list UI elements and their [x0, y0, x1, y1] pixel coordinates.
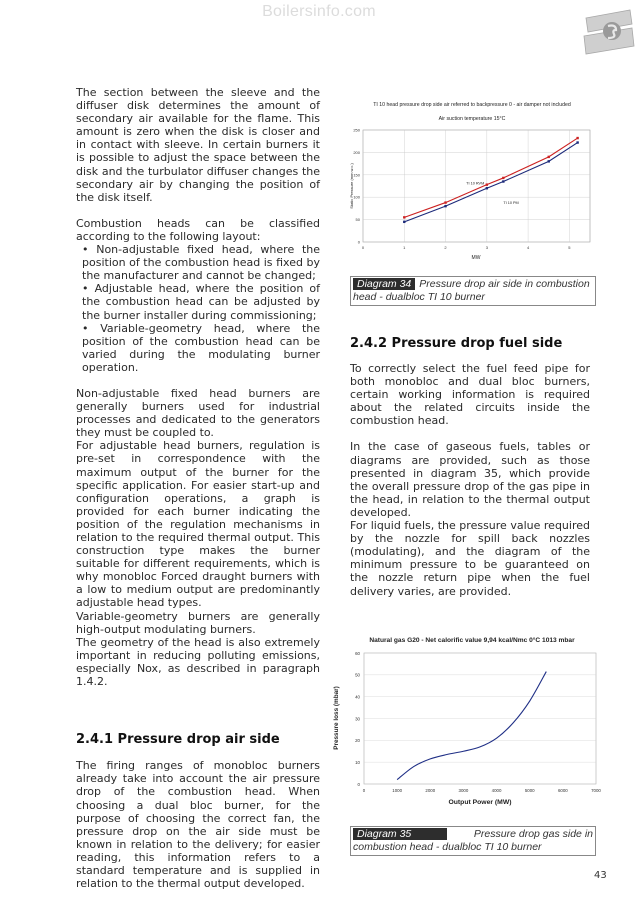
chart34-series-pm-point: [444, 205, 446, 207]
chart35-ytick-label: 60: [355, 650, 360, 656]
chart34-annotation-pm: TI 10 PM: [503, 200, 519, 205]
chart34-ytick-label: 0: [357, 239, 360, 245]
chart35-ytick-label: 0: [357, 781, 360, 787]
chart35-xtick-label: 4000: [491, 788, 502, 793]
chart35-xtick-label: 0: [362, 788, 366, 793]
chart34-series-rvm-point: [403, 216, 405, 218]
diagram-35-text-2: combustion head - dualbloc TI 10 burner: [353, 841, 542, 853]
diagram-35-text-1: Pressure drop gas side in: [473, 828, 593, 840]
paragraph-firing-ranges: The firing ranges of monobloc burners already take into account the air pressure drop of the combustion head. When choosing a dual bloc burner, for the purpose of choosing the correct fan, the pressure drop on the air side must be known in relation to the delivery; for easier reading, this information refers to a standard temperature and is supplied in relation to the thermal output developed.: [76, 759, 320, 891]
chart35-xtick-label: 1000: [392, 788, 403, 793]
diagram-35-caption: [350, 826, 596, 856]
chart34-xtick-label: 3: [485, 245, 488, 250]
chart34-xtick-label: 4: [526, 245, 530, 250]
chart34-ytick-label: 150: [353, 172, 360, 178]
chart35-xtick-label: 6000: [557, 788, 568, 793]
chart35-ytick-label: 20: [355, 738, 360, 744]
chart35-title: Natural gas G20 - Net calorific value 9,94 kcal/Nmc 0°C 1013 mbar: [369, 637, 575, 644]
chart34-series-rvm-point: [576, 137, 578, 139]
paragraph-sleeve-diffuser: The section between the sleeve and the diffuser disk determines the amount of secondary air available for the flame. This amount is zero when the disk is closer and in contact with sleeve. In certain burners it is possible to adjust the space between the disk and the turbulator diffuser changes the secondary air by changing the position of the disk itself.: [76, 86, 320, 204]
diagram-34-caption: [350, 276, 596, 306]
chart34-xtick-label: 2: [444, 245, 447, 250]
paragraph-adjustable-head: For adjustable head burners, regulation is pre-set in correspondence with the maximum output of the burner for the specific application. For easier start-up and configuration operations, a graph is provided for each burner indicating the position of the regulation mechanisms in relation to the required thermal output. This construction type makes the burner suitable for different requirements, which is why monobloc Forced draught burners with a low to medium output are predominantly adjustable head types.: [76, 439, 320, 610]
chart34-series-pm-point: [502, 180, 504, 182]
chart34-plot-area: [363, 130, 590, 242]
paragraph-variable-geometry: Variable-geometry burners are generally high-output modulating burners.: [76, 609, 320, 636]
diagram-34-tag: Diagram 34: [353, 278, 415, 290]
left-column: [76, 86, 320, 903]
chart35-xtick-label: 7000: [591, 788, 601, 793]
diagram-35-tag: Diagram 35: [353, 828, 447, 840]
chart34-ylabel: Static Pressure (mm w.c.): [349, 163, 354, 209]
chart34-ytick-label: 250: [353, 127, 360, 133]
heading-pressure-drop-air: 2.4.1 Pressure drop air side: [76, 732, 280, 748]
diagram-34-text-1: Pressure drop air side in combustion: [419, 278, 590, 290]
air-pressure-drop-chart: [345, 96, 600, 264]
bullet-adjustable: • Adjustable head, where the position of the combustion head can be adjusted by the burner installer during commissioning;: [82, 282, 320, 322]
chart34-subtitle: Air suction temperature 15°C: [438, 116, 506, 122]
diagram-34-text-2: head - dualbloc TI 10 burner: [353, 291, 485, 303]
chart35-ylabel: Pressure loss (mbar): [333, 686, 340, 750]
paragraph-fuel-feed: To correctly select the fuel feed pipe for both monobloc and dual bloc burners, certain working information is required about the related circuits inside the combustion head.: [350, 362, 590, 428]
publisher-logo: [578, 0, 638, 62]
paragraph-classification: Combustion heads can be classified according to the following layout:: [76, 216, 320, 243]
chart34-ytick-label: 100: [353, 194, 360, 200]
chart34-title: TI 10 head pressure drop side air referred to backpressure 0 - air damper not included: [373, 102, 571, 108]
heading-pressure-drop-fuel: 2.4.2 Pressure drop fuel side: [350, 336, 563, 351]
paragraph-gaseous-fuels: In the case of gaseous fuels, tables or diagrams are provided, such as those presented in diagram 35, which provide the overall pressure drop of the gas pipe in the head, in relation to the thermal output developed.: [350, 440, 590, 519]
chart34-series-pm-point: [486, 187, 488, 189]
paragraph-emissions: The geometry of the head is also extremely important in reducing polluting emissions, especially Nox, as described in paragraph 1.4.2.: [76, 635, 320, 689]
bullet-non-adjustable: • Non-adjustable fixed head, where the position of the combustion head is fixed by the manufacturer and cannot be changed;: [82, 243, 320, 283]
paragraph-liquid-fuels: For liquid fuels, the pressure value required by the nozzle for spill back nozzles (modulating), and the diagram of the minimum pressure to be guaranteed on the nozzle return pipe when the fuel delivery varies, are provided.: [350, 519, 590, 598]
chart34-xlabel: MW: [471, 255, 481, 261]
chart35-xtick-label: 2000: [425, 788, 436, 793]
chart34-series-rvm-point: [486, 183, 488, 185]
bullet-variable-geometry: • Variable-geometry head, where the position of the combustion head can be varied during the modulating burner operation.: [82, 321, 320, 374]
page-number: 43: [594, 870, 607, 881]
chart35-xtick-label: 5000: [524, 788, 535, 793]
watermark: Boilersinfo.com: [262, 3, 376, 20]
chart34-xtick-label: 5: [568, 245, 571, 250]
chart34-xtick-label: 1: [403, 245, 406, 250]
chart35-ytick-label: 50: [355, 672, 360, 678]
chart35-xtick-label: 3000: [458, 788, 469, 793]
chart34-ytick-label: 50: [355, 217, 360, 223]
chart34-series-rvm-point: [444, 201, 446, 203]
chart35-ytick-label: 30: [355, 716, 360, 722]
right-column: [350, 362, 590, 611]
chart34-series-rvm-point: [548, 156, 550, 158]
chart35-xlabel: Output Power (MW): [448, 799, 512, 806]
chart34-series-pm-point: [403, 221, 405, 223]
chart34-xtick-label: 0: [361, 245, 365, 250]
chart35-ytick-label: 10: [355, 759, 360, 765]
gas-pressure-drop-chart: [326, 600, 604, 810]
chart34-series-pm-point: [576, 141, 578, 143]
chart35-ytick-label: 40: [355, 694, 360, 700]
chart34-series-pm-point: [548, 160, 550, 162]
paragraph-fixed-head: Non-adjustable fixed head burners are generally burners used for industrial processes and dedicated to the generators they must be coupled to.: [76, 386, 320, 440]
chart34-ytick-label: 200: [353, 149, 360, 155]
chart34-annotation-rvm: TI 10 RVM: [466, 181, 485, 186]
chart34-series-rvm-point: [502, 177, 504, 179]
